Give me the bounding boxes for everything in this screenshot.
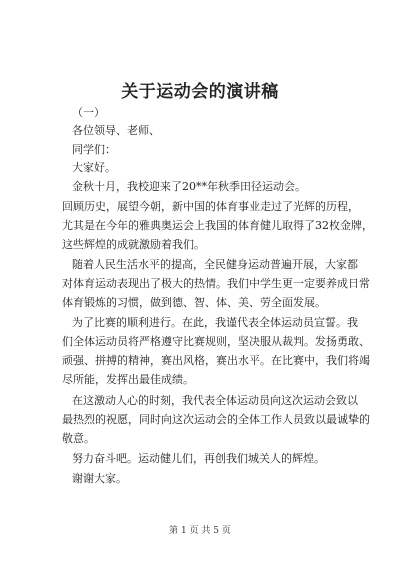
paragraph-line: 对体育运动表现出了极大的热情。我们中学生更一定要养成日常 [62,277,370,290]
salutation-line: 同学们： [72,143,116,156]
page-title: 关于运动会的演讲稿 [121,82,279,102]
paragraph-line: 在这激动人心的时刻，我代表全体运动员向这次运动会致以 [72,394,358,407]
paragraph-line: 努力奋斗吧。运动健儿们，再创我们城关人的辉煌。 [72,452,325,465]
paragraph-line: 回顾历史，展望今朝，新中国的体育事业走过了光辉的历程， [62,200,359,213]
paragraph-line: 为了比赛的顺利进行。在此，我谨代表全体运动员宣誓。我 [72,316,358,329]
paragraph-line: 敬意。 [62,432,95,445]
greeting-line: 大家好。 [72,161,116,174]
closing-line: 谢谢大家。 [72,472,127,485]
paragraph-line: 顽强、拼搏的精神，赛出风格，赛出水平。在比赛中，我们将竭 [62,354,370,367]
paragraph-line: 们全体运动员将严格遵守比赛规则，坚决服从裁判。发扬勇敢、 [62,335,370,348]
paragraph-line: 这些辉煌的成就激励着我们。 [62,238,205,251]
page-footer: 第 1 页 共 5 页 [169,526,231,536]
paragraph-line: 尽所能，发挥出最佳成绩。 [62,373,194,386]
paragraph-line: 最热烈的祝愿，同时向这次运动会的全体工作人员致以最诚挚的 [62,413,370,426]
paragraph-line: 体育锻炼的习惯，做到德、智、体、美、劳全面发展。 [62,296,326,309]
salutation-line: 各位领导、老师、 [72,124,160,137]
paragraph-line: 金秋十月，我校迎来了20**年秋季田径运动会。 [72,180,306,193]
paragraph-line: 尤其是在今年的雅典奥运会上我国的体育健儿取得了32枚金牌， [62,219,373,232]
section-marker: （一） [72,106,105,119]
paragraph-line: 随着人民生活水平的提高，全民健身运动普遍开展，大家都 [72,258,358,271]
